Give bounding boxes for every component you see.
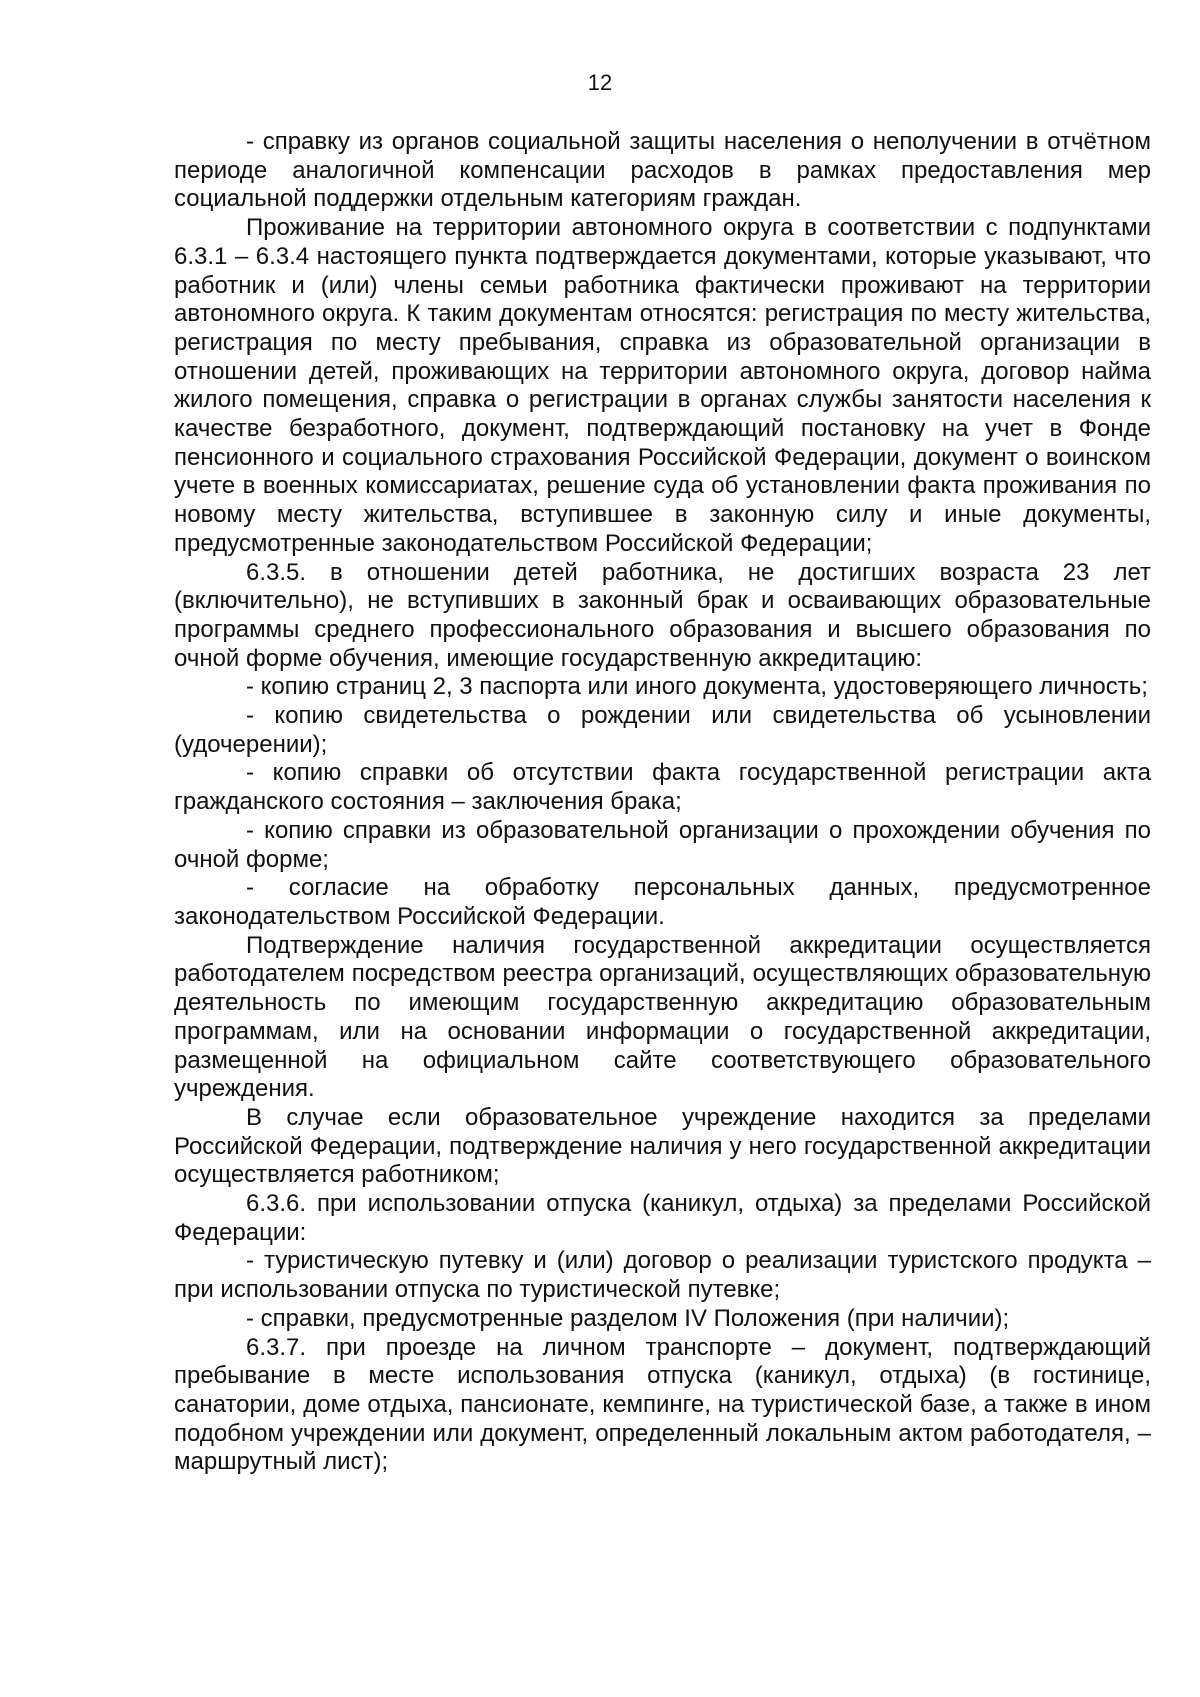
paragraph: 6.3.5. в отношении детей работника, не достигших возраста 23 лет (включительно), не вступивших в законный брак и осваивающих образовательные программы среднего профессионального образования и высшего образования по очной форме обучения, имеющие государственную аккредитацию: [174,558,1151,672]
list-item: - согласие на обработку персональных данных, предусмотренное законодательством Российской Федерации. [174,874,1151,930]
paragraph: - справку из органов социальной защиты населения о неполучении в отчётном периоде аналогичной компенсации расходов в рамках предоставления мер социальной поддержки отдельным категориям граждан. [174,128,1151,213]
list-item: - копию страниц 2, 3 паспорта или иного документа, удостоверяющего личность; [246,673,1148,701]
paragraph: 6.3.6. при использовании отпуска (каникул, отдыха) за пределами Российской Федерации: [174,1190,1151,1246]
paragraph: Подтверждение наличия государственной аккредитации осуществляется работодателем посредством реестра организаций, осуществляющих образовательную деятельность по имеющим государственную аккредитацию образовательным программам, или на основании информации о государственной аккредитации, размещенной на официальном сайте соответствующего образовательного учреждения. [174,931,1151,1103]
document-body [174,128,1151,1477]
list-item: - справки, предусмотренные разделом IV Положения (при наличии); [246,1304,1010,1332]
paragraph: 6.3.7. при проезде на личном транспорте – документ, подтверждающий пребывание в месте использования отпуска (каникул, отдыха) (в гостинице, санатории, доме отдыха, пансионате, кемпинге, на туристической базе, а также в ином подобном учреждении или документ, определенный локальным актом работодателя, – маршрутный лист); [174,1333,1151,1476]
paragraph: Проживание на территории автономного округа в соответствии с подпунктами 6.3.1 – 6.3.4 настоящего пункта подтверждается документами, которые указывают, что работник и (или) члены семьи работника фактически проживают на территории автономного округа. К таким документам относятся: регистрация по месту жительства, регистрация по месту пребывания, справка из образовательной организации в отношении детей, проживающих на территории автономного округа, договор найма жилого помещения, справка о регистрации в органах службы занятости населения к качестве безработного, документ, подтверждающий постановку на учет в Фонде пенсионного и социального страхования Российской Федерации, документ о воинском учете в военных комиссариатах, решение суда об установлении факта проживания по новому месту жительства, вступившее в законную силу и иные документы, предусмотренные законодательством Российской Федерации; [174,214,1151,557]
paragraph: В случае если образовательное учреждение находится за пределами Российской Федерации, подтверждение наличия у него государственной аккредитации осуществляется работником; [174,1103,1151,1189]
list-item: - копию справки из образовательной организации о прохождении обучения по очной форме; [174,816,1151,873]
list-item: - туристическую путевку и (или) договор о реализации туристского продукта – при использовании отпуска по туристической путевке; [174,1247,1151,1304]
list-item: - копию свидетельства о рождении или свидетельства об усыновлении (удочерении); [174,702,1151,758]
list-item: - копию справки об отсутствии факта государственной регистрации акта гражданского состояния – заключения брака; [174,759,1151,816]
page-number: 12 [587,70,613,95]
